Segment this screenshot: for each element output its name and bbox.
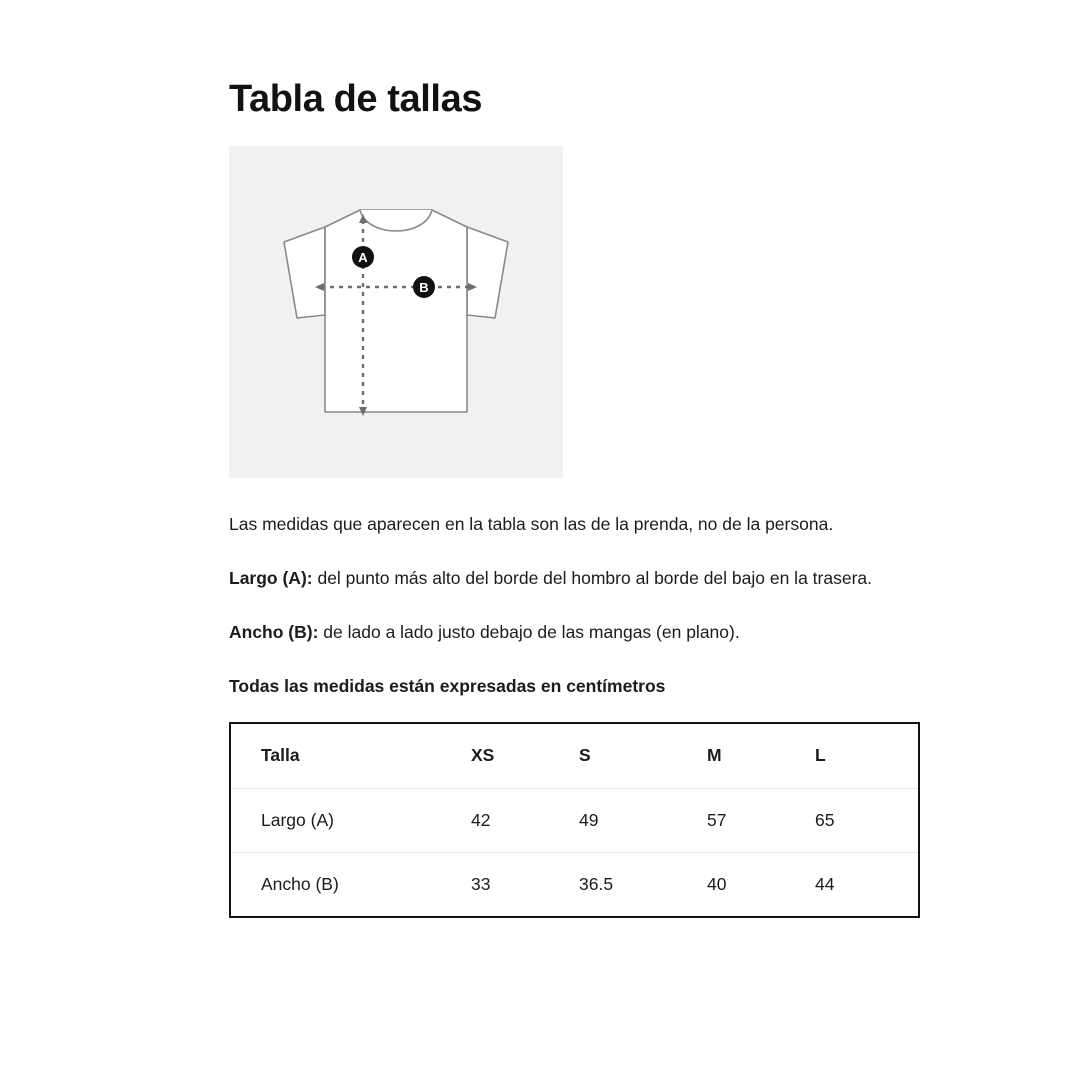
note-0-text: Las medidas que aparecen en la tabla son las de la prenda, no de la persona. <box>229 514 834 534</box>
row-ancho-s: 36.5 <box>579 873 614 894</box>
marker-b-icon <box>413 276 435 298</box>
header-size-l: L <box>815 745 826 766</box>
row-largo-xs: 42 <box>471 809 491 830</box>
row-ancho-label: Ancho (B) <box>261 873 339 894</box>
row-ancho-xs: 33 <box>471 873 491 894</box>
content-column <box>229 76 909 918</box>
page-title: Tabla de tallas <box>229 78 483 120</box>
note-largo-definition <box>229 562 889 594</box>
tshirt-diagram-box <box>229 146 563 478</box>
header-size-s: S <box>579 745 591 766</box>
svg-text:B: B <box>419 280 429 295</box>
note-1-label: Largo (A): <box>229 568 313 588</box>
note-ancho-definition <box>229 616 889 648</box>
row-ancho-l: 44 <box>815 873 835 894</box>
note-2-text: de lado a lado justo debajo de las mangas (en plano). <box>318 622 740 642</box>
row-largo-label: Largo (A) <box>261 809 334 830</box>
note-1-text: del punto más alto del borde del hombro al borde del bajo en la trasera. <box>312 568 872 588</box>
tshirt-measurement-icon <box>229 146 563 478</box>
size-table <box>231 724 918 916</box>
row-largo-s: 49 <box>579 809 599 830</box>
size-table-head <box>231 724 918 788</box>
table-row <box>231 852 918 916</box>
marker-a-icon <box>352 246 374 268</box>
row-largo-l: 65 <box>815 809 835 830</box>
row-ancho-m: 40 <box>707 873 727 894</box>
header-talla: Talla <box>261 745 300 766</box>
units-note: Todas las medidas están expresadas en centímetros <box>229 676 666 696</box>
header-size-m: M <box>707 745 722 766</box>
table-row <box>231 788 918 852</box>
svg-text:A: A <box>358 250 368 265</box>
size-table-container <box>229 722 920 918</box>
table-header-row <box>231 724 918 788</box>
note-measurements-are-garment <box>229 508 889 540</box>
note-2-label: Ancho (B): <box>229 622 319 642</box>
row-largo-m: 57 <box>707 809 727 830</box>
size-table-body <box>231 788 918 916</box>
header-size-xs: XS <box>471 745 495 766</box>
